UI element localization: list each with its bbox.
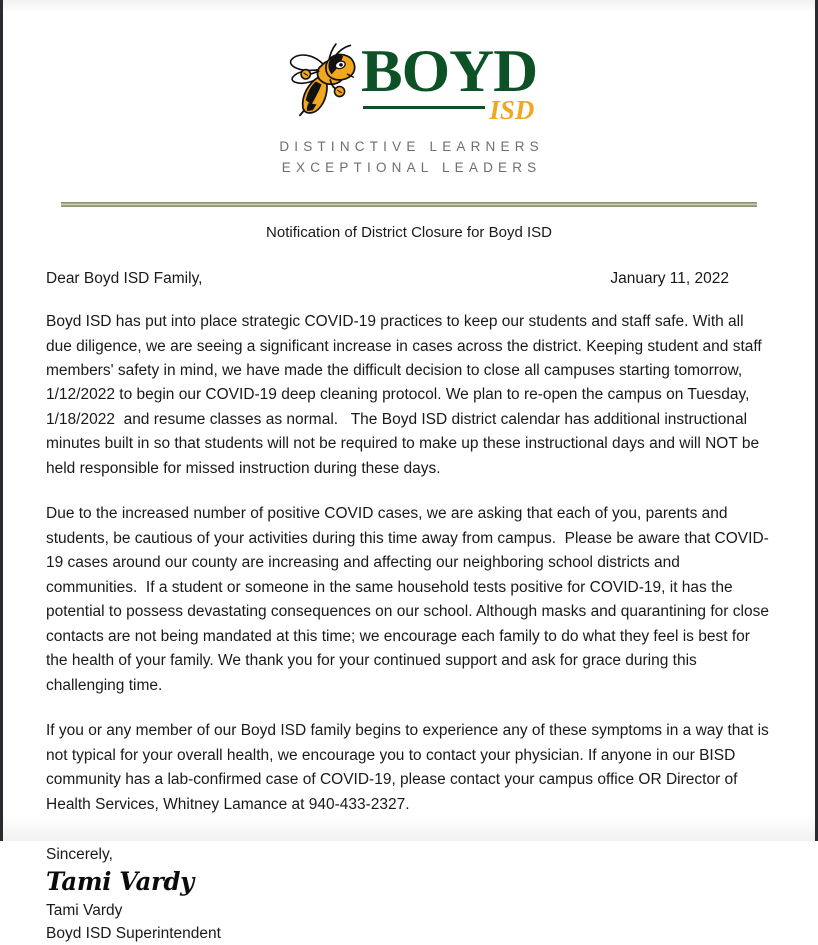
closing-line: Sincerely, bbox=[46, 846, 113, 864]
body-paragraph: If you or any member of our Boyd ISD family begins to experience any of these symptoms in a way that is not typical for your overall health, we encourage you to contact your physician. If anyone in our BISD community has a lab-confirmed case of COVID-19, please contact your campus office OR Director of Health Services, Whitney Lamance at 940-433-2327. bbox=[46, 722, 774, 813]
signature-block bbox=[41, 843, 777, 945]
wordmark-isd-row bbox=[361, 95, 535, 126]
wordmark bbox=[361, 38, 538, 126]
handwritten-signature: Tami Vardy bbox=[46, 867, 194, 897]
salutation-row bbox=[41, 270, 777, 288]
header-divider bbox=[61, 202, 757, 207]
letter-date: January 11, 2022 bbox=[610, 270, 729, 288]
signer-name: Tami Vardy bbox=[46, 902, 123, 920]
yellowjacket-bee-icon bbox=[287, 44, 359, 116]
district-tagline bbox=[274, 137, 544, 179]
body-paragraph: Due to the increased number of positive COVID cases, we are asking that each of you, parents and students, be cautious of your activities during this time away from campus. Please be aware that COVID-19 cases around our county are increasing and affecting our neighboring school districts and communities. If a student or someone in the same household tests positive for COVID-19, it has the potential to possess devastating consequences on our school. Although masks and quarantining for close contacts are not being mandated at this time; we encourage each family to do what they feel is best for the health of your family. We thank you for your continued support and ask for grace during this challenging time. bbox=[46, 505, 774, 694]
wordmark-boyd: BOYD bbox=[361, 38, 538, 104]
tagline-line-1: DISTINCTIVE LEARNERS bbox=[279, 139, 544, 155]
wordmark-rule bbox=[363, 106, 485, 109]
body-paragraph: Boyd ISD has put into place strategic COVID-19 practices to keep our students and staff safe. With all due diligence, we are seeing a significant increase in cases across the district. Keeping student and staff members' safety in mind, we have made the difficult decision to close all campuses starting tomorrow, 1/12/2022 to begin our COVID-19 deep cleaning protocol. We plan to re-open the campus on Tuesday, 1/18/2022 and resume classes as normal. The Boyd ISD district calendar has additional instructional minutes built in so that students will not be required to make up these instructional days and will NOT be held responsible for missed instruction during these days. bbox=[46, 313, 767, 477]
district-logo bbox=[287, 38, 538, 126]
letter-body bbox=[41, 310, 777, 817]
letterhead bbox=[41, 0, 777, 179]
page-content bbox=[3, 0, 815, 945]
tagline-line-2: EXCEPTIONAL LEADERS bbox=[281, 160, 542, 176]
salutation: Dear Boyd ISD Family, bbox=[46, 270, 203, 288]
signer-title: Boyd ISD Superintendent bbox=[46, 924, 221, 942]
document-title: Notification of District Closure for Boyd ISD bbox=[266, 224, 552, 242]
header-divider-wrap bbox=[61, 202, 757, 207]
wordmark-isd: ISD bbox=[489, 95, 535, 126]
